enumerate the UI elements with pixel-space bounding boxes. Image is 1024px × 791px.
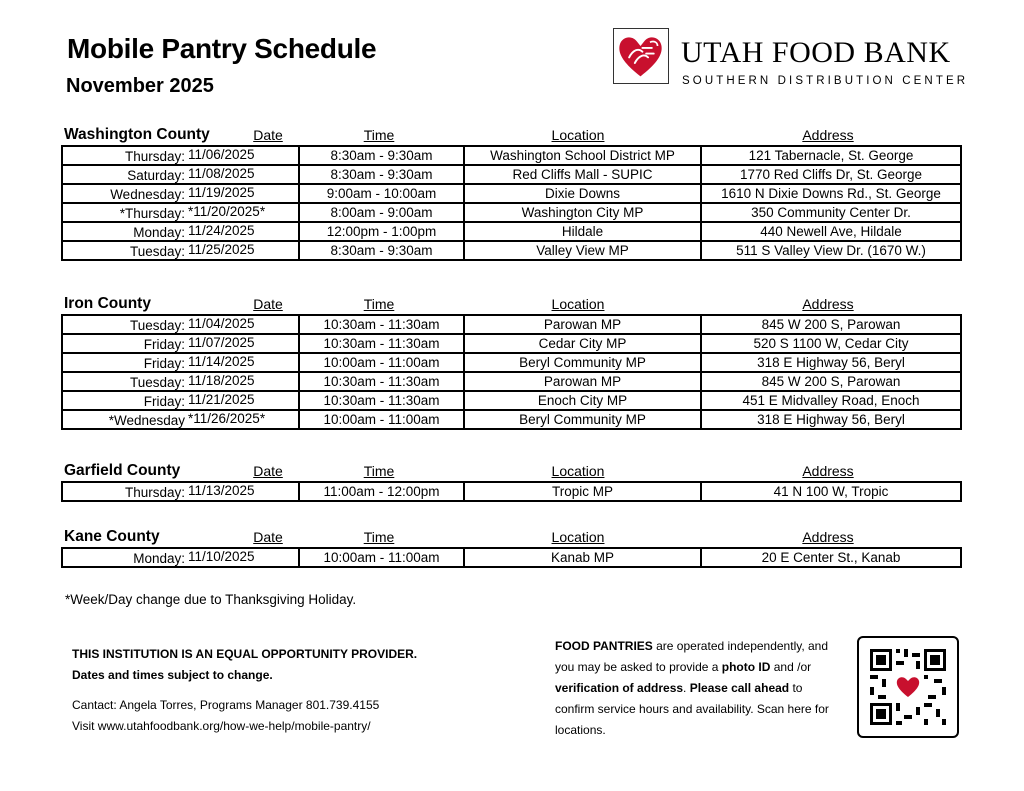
date-text: 11/18/2025: [188, 373, 255, 388]
date-text: 11/19/2025: [188, 185, 255, 200]
schedule-table: [61, 145, 962, 261]
call-ahead-text: Please call ahead: [689, 681, 790, 695]
location-cell: Dixie Downs: [464, 184, 701, 203]
weekday-text: Friday:: [143, 394, 185, 409]
location-cell: Red Cliffs Mall - SUPIC: [464, 165, 701, 184]
county-name: Iron County: [64, 295, 151, 312]
logo-subname: SOUTHERN DISTRIBUTION CENTER: [682, 75, 969, 87]
county-name: Washington County: [64, 126, 210, 143]
info-text: to confirm service hours and availability. Scan here for locations.: [555, 681, 829, 737]
weekday-text: *Wednesday: [108, 413, 185, 428]
location-cell: Parowan MP: [464, 372, 701, 391]
time-cell: 8:00am - 9:00am: [299, 203, 464, 222]
location-cell: Washington City MP: [464, 203, 701, 222]
location-cell: Beryl Community MP: [464, 353, 701, 372]
weekday-text: Monday:: [133, 551, 185, 566]
location-cell: Hildale: [464, 222, 701, 241]
date-cell: [62, 315, 299, 334]
time-cell: 8:30am - 9:30am: [299, 241, 464, 260]
column-header-location: Location: [551, 529, 605, 545]
column-header-time: Time: [363, 529, 395, 545]
date-text: *11/20/2025*: [188, 204, 266, 219]
section-header: [61, 462, 962, 481]
contact-text: Cantact: Angela Torres, Programs Manager 801.739.4155: [72, 698, 380, 712]
equal-opportunity-text: THIS INSTITUTION IS AN EQUAL OPPORTUNITY PROVIDER.: [72, 647, 418, 661]
weekday-text: Tuesday:: [129, 244, 185, 259]
utah-food-bank-logo: [613, 28, 969, 88]
address-cell: 318 E Highway 56, Beryl: [701, 410, 961, 429]
table-row: [62, 334, 961, 353]
table-row: [62, 410, 961, 429]
info-text: .: [683, 681, 690, 695]
location-cell: Parowan MP: [464, 315, 701, 334]
section-header: [61, 528, 962, 547]
address-cell: 1770 Red Cliffs Dr, St. George: [701, 165, 961, 184]
date-cell: [62, 184, 299, 203]
info-text: are operated independently, and you may be asked to provide a: [555, 639, 829, 674]
address-cell: 520 S 1100 W, Cedar City: [701, 334, 961, 353]
food-pantries-label: FOOD PANTRIES: [555, 639, 653, 653]
date-text: 11/07/2025: [188, 335, 255, 350]
weekday-text: Tuesday:: [129, 375, 185, 390]
table-row: [62, 203, 961, 222]
time-cell: 10:30am - 11:30am: [299, 372, 464, 391]
table-row: [62, 372, 961, 391]
location-cell: Beryl Community MP: [464, 410, 701, 429]
date-cell: [62, 222, 299, 241]
schedule-table: [61, 547, 962, 568]
date-text: 11/08/2025: [188, 166, 255, 181]
date-text: 11/14/2025: [188, 354, 255, 369]
section-header: [61, 295, 962, 314]
date-text: 11/13/2025: [188, 483, 255, 498]
column-header-date: Date: [253, 127, 283, 143]
date-cell: [62, 203, 299, 222]
time-cell: 10:00am - 11:00am: [299, 410, 464, 429]
time-cell: 10:00am - 11:00am: [299, 548, 464, 567]
date-cell: [62, 548, 299, 567]
date-cell: [62, 165, 299, 184]
column-header-date: Date: [253, 296, 283, 312]
qr-code-icon[interactable]: [857, 636, 959, 738]
weekday-text: Saturday:: [127, 168, 185, 183]
address-cell: 318 E Highway 56, Beryl: [701, 353, 961, 372]
table-row: [62, 315, 961, 334]
location-cell: Washington School District MP: [464, 146, 701, 165]
food-pantries-info: [555, 636, 845, 741]
date-text: 11/10/2025: [188, 549, 255, 564]
address-cell: 511 S Valley View Dr. (1670 W.): [701, 241, 961, 260]
time-cell: 10:00am - 11:00am: [299, 353, 464, 372]
date-cell: [62, 391, 299, 410]
column-header-address: Address: [802, 463, 854, 479]
date-cell: [62, 410, 299, 429]
date-text: 11/24/2025: [188, 223, 255, 238]
weekday-text: *Thursday:: [119, 206, 185, 221]
photo-id-text: photo ID: [721, 660, 771, 674]
address-cell: 1610 N Dixie Downs Rd., St. George: [701, 184, 961, 203]
date-cell: [62, 146, 299, 165]
schedule-table: [61, 481, 962, 502]
column-header-time: Time: [363, 463, 395, 479]
time-cell: 10:30am - 11:30am: [299, 391, 464, 410]
weekday-text: Friday:: [143, 356, 185, 371]
date-cell: [62, 353, 299, 372]
logo-name: UTAH FOOD BANK: [681, 36, 951, 69]
address-cell: 20 E Center St., Kanab: [701, 548, 961, 567]
table-row: [62, 222, 961, 241]
county-section: [61, 126, 962, 261]
table-row: [62, 548, 961, 567]
table-row: [62, 146, 961, 165]
address-cell: 845 W 200 S, Parowan: [701, 372, 961, 391]
column-header-time: Time: [363, 296, 395, 312]
time-cell: 8:30am - 9:30am: [299, 146, 464, 165]
column-header-time: Time: [363, 127, 395, 143]
date-text: 11/04/2025: [188, 316, 255, 331]
weekday-text: Tuesday:: [129, 318, 185, 333]
time-cell: 10:30am - 11:30am: [299, 315, 464, 334]
date-cell: [62, 482, 299, 501]
visit-link[interactable]: Visit www.utahfoodbank.org/how-we-help/mobile-pantry/: [72, 719, 371, 733]
date-cell: [62, 372, 299, 391]
location-cell: Tropic MP: [464, 482, 701, 501]
county-name: Kane County: [64, 528, 160, 545]
table-row: [62, 482, 961, 501]
county-section: [61, 462, 962, 502]
heart-hands-icon: [613, 28, 669, 84]
time-cell: 8:30am - 9:30am: [299, 165, 464, 184]
weekday-text: Friday:: [143, 337, 185, 352]
time-cell: 12:00pm - 1:00pm: [299, 222, 464, 241]
location-cell: Enoch City MP: [464, 391, 701, 410]
location-cell: Kanab MP: [464, 548, 701, 567]
column-header-date: Date: [253, 463, 283, 479]
date-cell: [62, 334, 299, 353]
location-cell: Valley View MP: [464, 241, 701, 260]
time-cell: 11:00am - 12:00pm: [299, 482, 464, 501]
column-header-address: Address: [802, 296, 854, 312]
footer-disclaimer: [72, 644, 492, 737]
date-text: 11/06/2025: [188, 147, 255, 162]
page-title: Mobile Pantry Schedule: [67, 33, 377, 64]
county-name: Garfield County: [64, 462, 181, 479]
address-cell: 440 Newell Ave, Hildale: [701, 222, 961, 241]
info-text: and /or: [770, 660, 812, 674]
time-cell: 10:30am - 11:30am: [299, 334, 464, 353]
verification-text: verification of address: [555, 681, 684, 695]
weekday-text: Wednesday:: [110, 187, 185, 202]
holiday-note: *Week/Day change due to Thanksgiving Holiday.: [65, 592, 357, 607]
column-header-address: Address: [802, 127, 854, 143]
column-header-location: Location: [551, 296, 605, 312]
table-row: [62, 165, 961, 184]
column-header-location: Location: [551, 127, 605, 143]
column-header-location: Location: [551, 463, 605, 479]
address-cell: 350 Community Center Dr.: [701, 203, 961, 222]
date-text: 11/25/2025: [188, 242, 255, 257]
county-section: [61, 528, 962, 568]
time-cell: 9:00am - 10:00am: [299, 184, 464, 203]
weekday-text: Thursday:: [124, 149, 185, 164]
address-cell: 451 E Midvalley Road, Enoch: [701, 391, 961, 410]
address-cell: 121 Tabernacle, St. George: [701, 146, 961, 165]
table-row: [62, 184, 961, 203]
table-row: [62, 241, 961, 260]
address-cell: 41 N 100 W, Tropic: [701, 482, 961, 501]
page-subtitle: November 2025: [66, 75, 214, 97]
section-header: [61, 126, 962, 145]
date-cell: [62, 241, 299, 260]
subject-to-change-text: Dates and times subject to change.: [72, 668, 273, 682]
weekday-text: Monday:: [133, 225, 185, 240]
address-cell: 845 W 200 S, Parowan: [701, 315, 961, 334]
table-row: [62, 353, 961, 372]
weekday-text: Thursday:: [124, 485, 185, 500]
table-row: [62, 391, 961, 410]
date-text: *11/26/2025*: [188, 411, 266, 426]
date-text: 11/21/2025: [188, 392, 255, 407]
location-cell: Cedar City MP: [464, 334, 701, 353]
county-section: [61, 295, 962, 430]
column-header-date: Date: [253, 529, 283, 545]
column-header-address: Address: [802, 529, 854, 545]
schedule-table: [61, 314, 962, 430]
